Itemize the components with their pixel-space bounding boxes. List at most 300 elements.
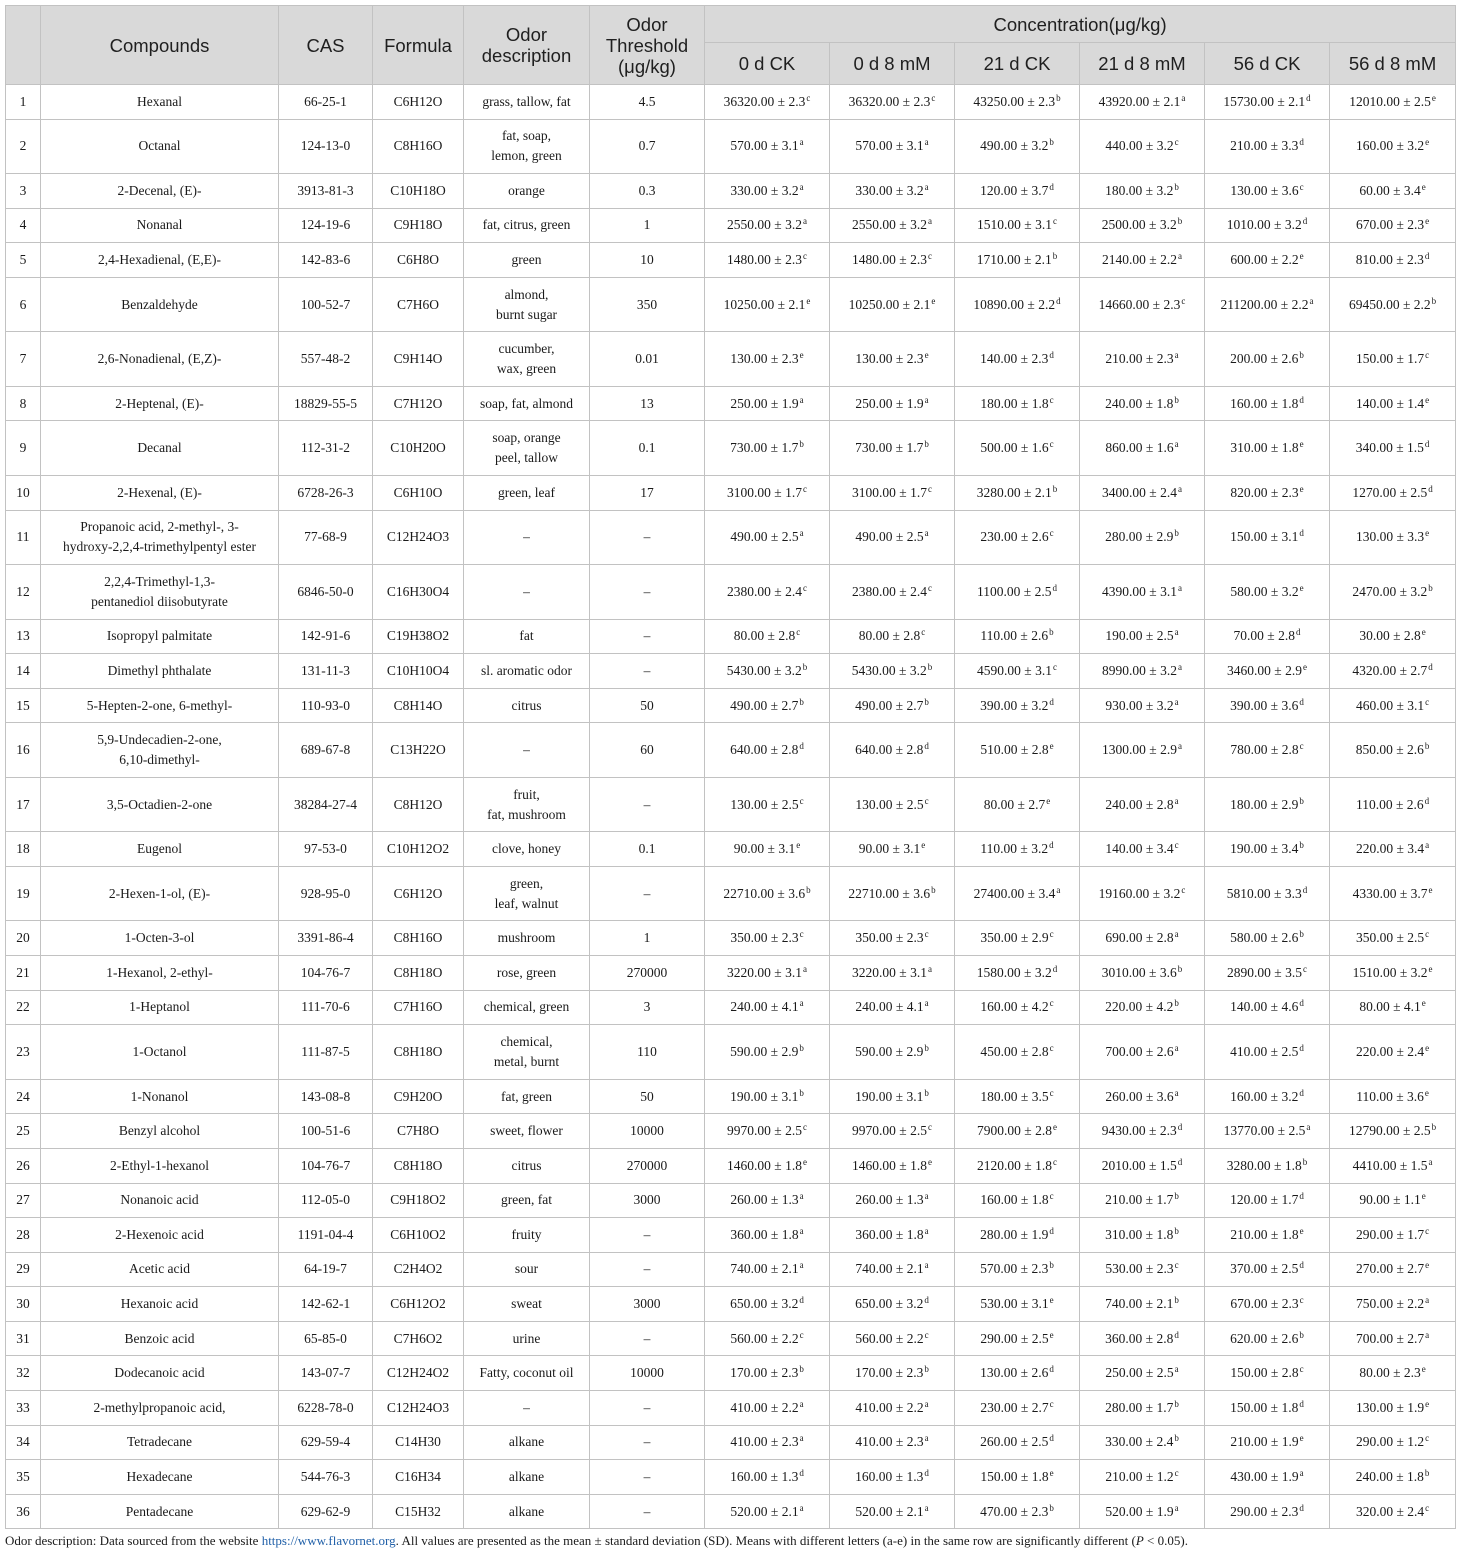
header-0d-8mm: 0 d 8 mM xyxy=(830,43,955,85)
concentration-value xyxy=(1330,421,1456,476)
formula: C8H14O xyxy=(373,688,464,723)
mean-sd: 190.00 ± 3.4 xyxy=(1230,841,1299,857)
compound-name: Dodecanoic acid xyxy=(41,1356,279,1391)
concentration-value xyxy=(705,332,830,387)
significance-letter: d xyxy=(1295,627,1301,638)
significance-letter: c xyxy=(1299,181,1304,192)
cas-number: 629-59-4 xyxy=(279,1425,373,1460)
significance-letter: d xyxy=(799,1468,804,1479)
mean-sd: 22710.00 ± 3.6 xyxy=(723,885,806,901)
concentration-value xyxy=(1205,1425,1330,1460)
odor-threshold: 350 xyxy=(590,277,705,332)
mean-sd: 36320.00 ± 2.3 xyxy=(723,93,806,109)
cas-number: 112-05-0 xyxy=(279,1183,373,1218)
concentration-value xyxy=(830,1218,955,1253)
mean-sd: 230.00 ± 2.6 xyxy=(980,529,1049,545)
formula: C9H14O xyxy=(373,332,464,387)
odor-description: fat, soap, lemon, green xyxy=(464,119,590,174)
table-row xyxy=(6,956,1456,991)
concentration-value xyxy=(1330,332,1456,387)
significance-letter: b xyxy=(1056,92,1061,103)
compound-name: 2,6-Nonadienal, (E,Z)- xyxy=(41,332,279,387)
odor-description: soap, fat, almond xyxy=(464,386,590,421)
concentration-value xyxy=(955,990,1080,1025)
concentration-value xyxy=(705,1114,830,1149)
mean-sd: 490.00 ± 2.7 xyxy=(855,697,924,713)
mean-sd: 410.00 ± 2.3 xyxy=(730,1434,799,1450)
significance-letter: d xyxy=(1299,1260,1304,1271)
mean-sd: 350.00 ± 2.3 xyxy=(730,930,799,946)
concentration-value xyxy=(1080,1494,1205,1529)
row-number: 24 xyxy=(6,1079,41,1114)
odor-threshold: 3000 xyxy=(590,1183,705,1218)
odor-description: sweet, flower xyxy=(464,1114,590,1149)
concentration-value xyxy=(830,1321,955,1356)
mean-sd: 640.00 ± 2.8 xyxy=(730,742,799,758)
mean-sd: 1100.00 ± 2.5 xyxy=(977,583,1052,599)
concentration-value xyxy=(1080,174,1205,209)
table-body xyxy=(6,85,1456,1529)
mean-sd: 150.00 ± 3.1 xyxy=(1230,529,1299,545)
concentration-value xyxy=(705,1252,830,1287)
table-row xyxy=(6,421,1456,476)
concentration-value xyxy=(705,777,830,832)
cas-number: 110-93-0 xyxy=(279,688,373,723)
mean-sd: 590.00 ± 2.9 xyxy=(855,1043,924,1059)
odor-description: – xyxy=(464,1391,590,1426)
cas-number: 100-51-6 xyxy=(279,1114,373,1149)
significance-letter: c xyxy=(802,582,807,593)
mean-sd: 280.00 ± 1.7 xyxy=(1105,1399,1174,1415)
formula: C8H18O xyxy=(373,1025,464,1080)
significance-letter: d xyxy=(1049,696,1054,707)
concentration-value xyxy=(1205,866,1330,921)
mean-sd: 140.00 ± 2.3 xyxy=(980,351,1049,367)
mean-sd: 5810.00 ± 3.3 xyxy=(1226,885,1302,901)
significance-letter: b xyxy=(1299,795,1304,806)
significance-letter: c xyxy=(796,627,801,638)
significance-letter: e xyxy=(1421,1191,1426,1202)
compound-name: Nonanal xyxy=(41,208,279,243)
odor-threshold: – xyxy=(590,866,705,921)
cas-number: 64-19-7 xyxy=(279,1252,373,1287)
mean-sd: 490.00 ± 2.7 xyxy=(730,697,799,713)
significance-letter: a xyxy=(1174,1364,1179,1375)
mean-sd: 740.00 ± 2.1 xyxy=(855,1261,924,1277)
significance-letter: b xyxy=(1049,137,1054,148)
concentration-value xyxy=(955,654,1080,689)
row-number: 4 xyxy=(6,208,41,243)
mean-sd: 36320.00 ± 2.3 xyxy=(848,93,931,109)
concentration-value xyxy=(705,208,830,243)
header-56d-ck: 56 d CK xyxy=(1205,43,1330,85)
significance-letter: d xyxy=(924,1468,929,1479)
odor-description: sl. aromatic odor xyxy=(464,654,590,689)
cas-number: 629-62-9 xyxy=(279,1494,373,1529)
concentration-value xyxy=(1330,1356,1456,1391)
concentration-value xyxy=(955,1079,1080,1114)
mean-sd: 160.00 ± 4.2 xyxy=(980,999,1049,1015)
mean-sd: 500.00 ± 1.6 xyxy=(980,440,1049,456)
concentration-value xyxy=(830,1025,955,1080)
significance-letter: a xyxy=(924,1225,929,1236)
concentration-value xyxy=(1330,1148,1456,1183)
odor-description: citrus xyxy=(464,688,590,723)
table-row xyxy=(6,475,1456,510)
concentration-value xyxy=(830,1494,955,1529)
row-number: 26 xyxy=(6,1148,41,1183)
row-number: 27 xyxy=(6,1183,41,1218)
mean-sd: 2140.00 ± 2.2 xyxy=(1102,252,1177,268)
concentration-value xyxy=(1330,1252,1456,1287)
mean-sd: 80.00 ± 2.8 xyxy=(733,628,796,644)
significance-letter: d xyxy=(1299,394,1304,405)
odor-threshold: – xyxy=(590,1494,705,1529)
concentration-value xyxy=(1080,1391,1205,1426)
significance-letter: a xyxy=(1425,840,1430,851)
mean-sd: 330.00 ± 3.2 xyxy=(855,182,924,198)
significance-letter: c xyxy=(1425,696,1430,707)
mean-sd: 130.00 ± 3.3 xyxy=(1355,529,1425,545)
row-number: 16 xyxy=(6,723,41,778)
concentration-value xyxy=(955,1356,1080,1391)
mean-sd: 360.00 ± 1.8 xyxy=(855,1226,924,1242)
significance-letter: a xyxy=(1309,295,1314,306)
concentration-value xyxy=(1330,174,1456,209)
significance-letter: d xyxy=(1299,1042,1304,1053)
significance-letter: b xyxy=(1174,998,1179,1009)
mean-sd: 70.00 ± 2.8 xyxy=(1233,628,1295,644)
mean-sd: 340.00 ± 1.5 xyxy=(1355,440,1424,456)
concentration-value xyxy=(1205,475,1330,510)
significance-letter: d xyxy=(1302,884,1308,895)
mean-sd: 30.00 ± 2.8 xyxy=(1359,628,1421,644)
header-formula: Formula xyxy=(373,6,464,85)
row-number: 12 xyxy=(6,565,41,620)
mean-sd: 1460.00 ± 1.8 xyxy=(727,1157,802,1173)
row-number: 25 xyxy=(6,1114,41,1149)
mean-sd: 570.00 ± 2.3 xyxy=(980,1261,1049,1277)
row-number: 10 xyxy=(6,475,41,510)
mean-sd: 1460.00 ± 1.8 xyxy=(852,1157,927,1173)
compound-name: Isopropyl palmitate xyxy=(41,619,279,654)
row-number: 2 xyxy=(6,119,41,174)
concentration-value xyxy=(955,619,1080,654)
row-number: 6 xyxy=(6,277,41,332)
row-number: 31 xyxy=(6,1321,41,1356)
significance-letter: c xyxy=(1425,1225,1430,1236)
concentration-value xyxy=(1330,723,1456,778)
significance-letter: e xyxy=(1421,998,1426,1009)
significance-letter: e xyxy=(1299,483,1304,494)
mean-sd: 290.00 ± 2.3 xyxy=(1230,1503,1299,1519)
mean-sd: 80.00 ± 2.7 xyxy=(983,796,1046,812)
significance-letter: b xyxy=(1174,1295,1179,1306)
formula: C7H16O xyxy=(373,990,464,1025)
significance-letter: c xyxy=(927,483,932,494)
odor-threshold: 60 xyxy=(590,723,705,778)
compound-name: Benzoic acid xyxy=(41,1321,279,1356)
compound-name: Hexanal xyxy=(41,85,279,120)
row-number: 34 xyxy=(6,1425,41,1460)
concentration-value xyxy=(705,1183,830,1218)
mean-sd: 14660.00 ± 2.3 xyxy=(1098,296,1181,312)
significance-letter: a xyxy=(1174,439,1179,450)
odor-description: alkane xyxy=(464,1425,590,1460)
significance-letter: b xyxy=(799,439,804,450)
concentration-value xyxy=(1080,85,1205,120)
significance-letter: a xyxy=(1174,627,1179,638)
mean-sd: 5430.00 ± 3.2 xyxy=(726,662,802,678)
significance-letter: d xyxy=(799,741,804,752)
odor-description: fat, green xyxy=(464,1079,590,1114)
concentration-value xyxy=(955,832,1080,867)
significance-letter: b xyxy=(1424,1468,1430,1479)
significance-letter: a xyxy=(924,998,929,1009)
odor-threshold: 0.7 xyxy=(590,119,705,174)
mean-sd: 360.00 ± 2.8 xyxy=(1105,1330,1174,1346)
odor-description: urine xyxy=(464,1321,590,1356)
significance-letter: c xyxy=(927,1122,932,1133)
mean-sd: 250.00 ± 1.9 xyxy=(730,395,799,411)
concentration-value xyxy=(830,1356,955,1391)
concentration-value xyxy=(830,1183,955,1218)
mean-sd: 930.00 ± 3.2 xyxy=(1105,697,1174,713)
odor-description: grass, tallow, fat xyxy=(464,85,590,120)
significance-letter: e xyxy=(1299,439,1304,450)
concentration-value xyxy=(955,277,1080,332)
mean-sd: 60.00 ± 3.4 xyxy=(1359,182,1421,198)
compound-name: 5-Hepten-2-one, 6-methyl- xyxy=(41,688,279,723)
mean-sd: 170.00 ± 2.3 xyxy=(730,1365,799,1381)
significance-letter: d xyxy=(1299,1191,1304,1202)
concentration-value xyxy=(1330,1025,1456,1080)
significance-letter: a xyxy=(799,181,804,192)
concentration-value xyxy=(1330,1079,1456,1114)
significance-letter: b xyxy=(1174,1398,1179,1409)
formula: C8H16O xyxy=(373,921,464,956)
mean-sd: 560.00 ± 2.2 xyxy=(730,1330,799,1346)
mean-sd: 110.00 ± 3.6 xyxy=(1356,1088,1424,1104)
significance-letter: b xyxy=(1174,1433,1179,1444)
concentration-value xyxy=(1330,688,1456,723)
significance-letter: d xyxy=(1424,795,1430,806)
significance-letter: d xyxy=(1049,840,1054,851)
concentration-value xyxy=(1205,85,1330,120)
significance-letter: d xyxy=(924,741,929,752)
table-row xyxy=(6,777,1456,832)
significance-letter: a xyxy=(799,1225,804,1236)
significance-letter: e xyxy=(1299,582,1304,593)
significance-letter: a xyxy=(1177,661,1182,672)
significance-letter: b xyxy=(1431,295,1437,306)
concentration-value xyxy=(1330,1321,1456,1356)
concentration-value xyxy=(705,119,830,174)
concentration-value xyxy=(1205,1321,1330,1356)
concentration-value xyxy=(1080,1252,1205,1287)
significance-letter: a xyxy=(1425,1295,1430,1306)
compound-name: Propanoic acid, 2-methyl-, 3- hydroxy-2,2,4-trimethylpentyl ester xyxy=(41,510,279,565)
significance-letter: c xyxy=(1299,1364,1304,1375)
concentration-value xyxy=(1080,510,1205,565)
flavornet-link[interactable]: https://www.flavornet.org xyxy=(261,1533,396,1548)
significance-letter: e xyxy=(1425,216,1430,227)
significance-letter: a xyxy=(1177,251,1182,262)
odor-description: sweat xyxy=(464,1287,590,1322)
significance-letter: a xyxy=(924,1433,929,1444)
formula: C9H18O2 xyxy=(373,1183,464,1218)
cas-number: 142-91-6 xyxy=(279,619,373,654)
mean-sd: 10250.00 ± 2.1 xyxy=(723,296,806,312)
mean-sd: 650.00 ± 3.2 xyxy=(730,1296,799,1312)
significance-letter: e xyxy=(1302,661,1307,672)
significance-letter: a xyxy=(799,394,804,405)
odor-threshold: 50 xyxy=(590,688,705,723)
mean-sd: 2010.00 ± 1.5 xyxy=(1101,1157,1177,1173)
significance-letter: a xyxy=(1428,1156,1433,1167)
odor-threshold: 10000 xyxy=(590,1114,705,1149)
concentration-value xyxy=(955,777,1080,832)
mean-sd: 1480.00 ± 2.3 xyxy=(852,252,927,268)
concentration-value xyxy=(830,174,955,209)
significance-letter: c xyxy=(1174,137,1179,148)
cas-number: 18829-55-5 xyxy=(279,386,373,421)
significance-letter: c xyxy=(802,251,807,262)
significance-letter: a xyxy=(799,528,804,539)
significance-letter: b xyxy=(1052,483,1058,494)
concentration-value xyxy=(705,565,830,620)
mean-sd: 19160.00 ± 3.2 xyxy=(1098,885,1181,901)
concentration-value xyxy=(955,1148,1080,1183)
concentration-value xyxy=(1080,956,1205,991)
significance-letter: d xyxy=(799,1295,804,1306)
mean-sd: 270.00 ± 2.7 xyxy=(1355,1261,1425,1277)
significance-letter: a xyxy=(799,137,804,148)
mean-sd: 370.00 ± 2.5 xyxy=(1230,1261,1299,1277)
concentration-value xyxy=(1205,1218,1330,1253)
odor-threshold: – xyxy=(590,654,705,689)
concentration-value xyxy=(1080,1025,1205,1080)
mean-sd: 290.00 ± 1.2 xyxy=(1355,1434,1425,1450)
mean-sd: 410.00 ± 2.2 xyxy=(855,1399,924,1415)
compound-name: 1-Nonanol xyxy=(41,1079,279,1114)
mean-sd: 520.00 ± 2.1 xyxy=(855,1503,924,1519)
concentration-value xyxy=(705,1460,830,1495)
significance-letter: c xyxy=(1299,1295,1304,1306)
concentration-value xyxy=(955,119,1080,174)
concentration-value xyxy=(1330,119,1456,174)
significance-letter: b xyxy=(924,1042,929,1053)
row-number: 30 xyxy=(6,1287,41,1322)
mean-sd: 180.00 ± 1.8 xyxy=(980,395,1049,411)
significance-letter: e xyxy=(1425,394,1430,405)
concentration-value xyxy=(955,921,1080,956)
mean-sd: 22710.00 ± 3.6 xyxy=(848,885,931,901)
footnote-text: Odor description: Data sourced from the website xyxy=(5,1533,262,1548)
header-odor-threshold: Odor Threshold (μg/kg) xyxy=(590,6,705,85)
odor-description: chemical, metal, burnt xyxy=(464,1025,590,1080)
mean-sd: 1710.00 ± 2.1 xyxy=(976,252,1052,268)
table-row xyxy=(6,866,1456,921)
mean-sd: 620.00 ± 2.6 xyxy=(1230,1330,1299,1346)
compound-name: 2-Hexen-1-ol, (E)- xyxy=(41,866,279,921)
row-number: 23 xyxy=(6,1025,41,1080)
mean-sd: 350.00 ± 2.9 xyxy=(980,930,1049,946)
significance-letter: e xyxy=(799,350,804,361)
mean-sd: 120.00 ± 3.7 xyxy=(980,182,1049,198)
concentration-value xyxy=(1205,1356,1330,1391)
concentration-value xyxy=(955,421,1080,476)
mean-sd: 530.00 ± 3.1 xyxy=(980,1296,1049,1312)
significance-letter: d xyxy=(1302,216,1308,227)
mean-sd: 330.00 ± 3.2 xyxy=(730,182,799,198)
odor-description: green xyxy=(464,243,590,278)
concentration-value xyxy=(830,777,955,832)
compound-name: Tetradecane xyxy=(41,1425,279,1460)
mean-sd: 220.00 ± 4.2 xyxy=(1105,999,1174,1015)
significance-letter: b xyxy=(927,661,933,672)
formula: C12H24O2 xyxy=(373,1356,464,1391)
significance-letter: a xyxy=(799,998,804,1009)
significance-letter: d xyxy=(1299,696,1304,707)
table-row xyxy=(6,1321,1456,1356)
concentration-value xyxy=(830,866,955,921)
mean-sd: 520.00 ± 1.9 xyxy=(1105,1503,1174,1519)
mean-sd: 330.00 ± 2.4 xyxy=(1105,1434,1174,1450)
formula: C9H18O xyxy=(373,208,464,243)
cas-number: 38284-27-4 xyxy=(279,777,373,832)
significance-letter: b xyxy=(1424,741,1430,752)
odor-threshold: 10000 xyxy=(590,1356,705,1391)
concentration-value xyxy=(1330,654,1456,689)
concentration-value xyxy=(1205,1287,1330,1322)
concentration-value xyxy=(830,1079,955,1114)
mean-sd: 460.00 ± 3.1 xyxy=(1355,697,1425,713)
mean-sd: 90.00 ± 3.1 xyxy=(858,841,921,857)
cas-number: 124-19-6 xyxy=(279,208,373,243)
significance-letter: e xyxy=(1049,1329,1054,1340)
mean-sd: 2500.00 ± 3.2 xyxy=(1101,217,1177,233)
concentration-value xyxy=(1080,332,1205,387)
concentration-value xyxy=(830,1391,955,1426)
concentration-value xyxy=(830,421,955,476)
concentration-value xyxy=(705,1425,830,1460)
concentration-value xyxy=(705,386,830,421)
concentration-value xyxy=(1080,1321,1205,1356)
concentration-value xyxy=(705,1218,830,1253)
significance-letter: e xyxy=(1428,884,1433,895)
cas-number: 557-48-2 xyxy=(279,332,373,387)
compound-name: 2,4-Hexadienal, (E,E)- xyxy=(41,243,279,278)
table-footnote xyxy=(5,1532,1188,1550)
mean-sd: 150.00 ± 1.7 xyxy=(1355,351,1425,367)
mean-sd: 1270.00 ± 2.5 xyxy=(1352,484,1428,500)
compound-name: 2-Heptenal, (E)- xyxy=(41,386,279,421)
significance-letter: d xyxy=(1424,439,1430,450)
significance-letter: c xyxy=(1052,1156,1057,1167)
significance-letter: d xyxy=(1049,1433,1054,1444)
formula: C6H12O xyxy=(373,866,464,921)
mean-sd: 160.00 ± 1.3 xyxy=(855,1469,924,1485)
row-number: 7 xyxy=(6,332,41,387)
formula: C8H16O xyxy=(373,119,464,174)
cas-number: 544-76-3 xyxy=(279,1460,373,1495)
mean-sd: 290.00 ± 2.5 xyxy=(980,1330,1049,1346)
significance-letter: a xyxy=(1174,350,1179,361)
row-number: 29 xyxy=(6,1252,41,1287)
significance-letter: a xyxy=(802,963,807,974)
table-row xyxy=(6,990,1456,1025)
